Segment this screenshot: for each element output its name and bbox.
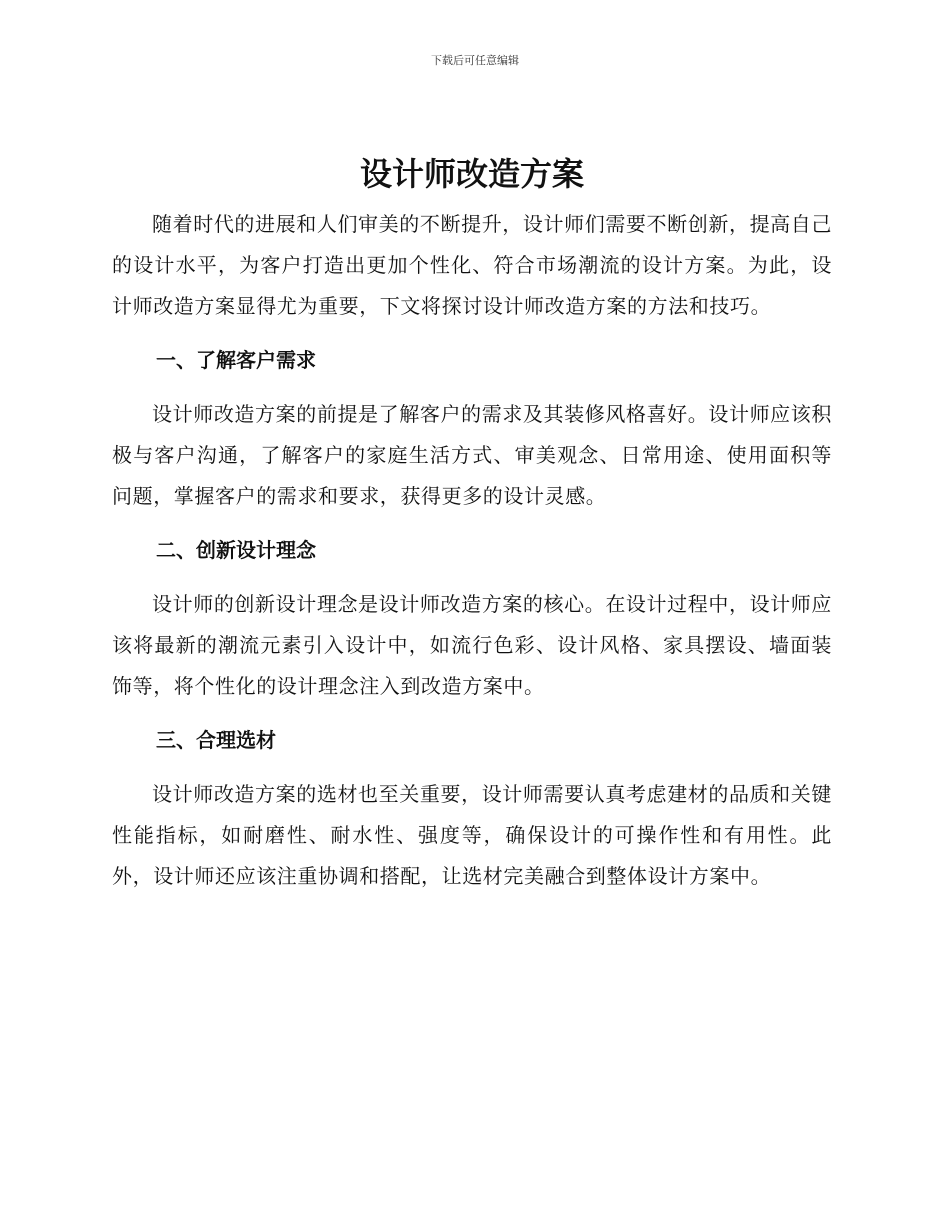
section-body-customer-needs: 设计师改造方案的前提是了解客户的需求及其装修风格喜好。设计师应该积极与客户沟通，了解客户的家庭生活方式、审美观念、日常用途、使用面积等问题，掌握客户的需求和要求，获得更多的设计灵感。 <box>112 402 832 508</box>
document-title: 设计师改造方案 <box>359 155 584 193</box>
document-body <box>112 150 832 897</box>
section-body-design-concept: 设计师的创新设计理念是设计师改造方案的核心。在设计过程中，设计师应该将最新的潮流元素引入设计中，如流行色彩、设计风格、家具摆设、墙面装饰等，将个性化的设计理念注入到改造方案中。 <box>112 592 832 698</box>
section-body-material-selection: 设计师改造方案的选材也至关重要，设计师需要认真考虑建材的品质和关键性能指标，如耐磨性、耐水性、强度等，确保设计的可操作性和有用性。此外，设计师还应该注重协调和搭配，让选材完美融合到整体设计方案中。 <box>112 782 832 888</box>
section-heading-design-concept: 二、创新设计理念 <box>156 538 316 562</box>
intro-paragraph: 随着时代的进展和人们审美的不断提升，设计师们需要不断创新，提高自己的设计水平，为客户打造出更加个性化、符合市场潮流的设计方案。为此，设计师改造方案显得尤为重要，下文将探讨设计师改造方案的方法和技巧。 <box>112 212 832 318</box>
section-heading-material-selection: 三、合理选材 <box>156 728 276 752</box>
section-heading-customer-needs: 一、了解客户需求 <box>156 348 316 372</box>
page-header-note: 下载后可任意编辑 <box>431 54 519 67</box>
